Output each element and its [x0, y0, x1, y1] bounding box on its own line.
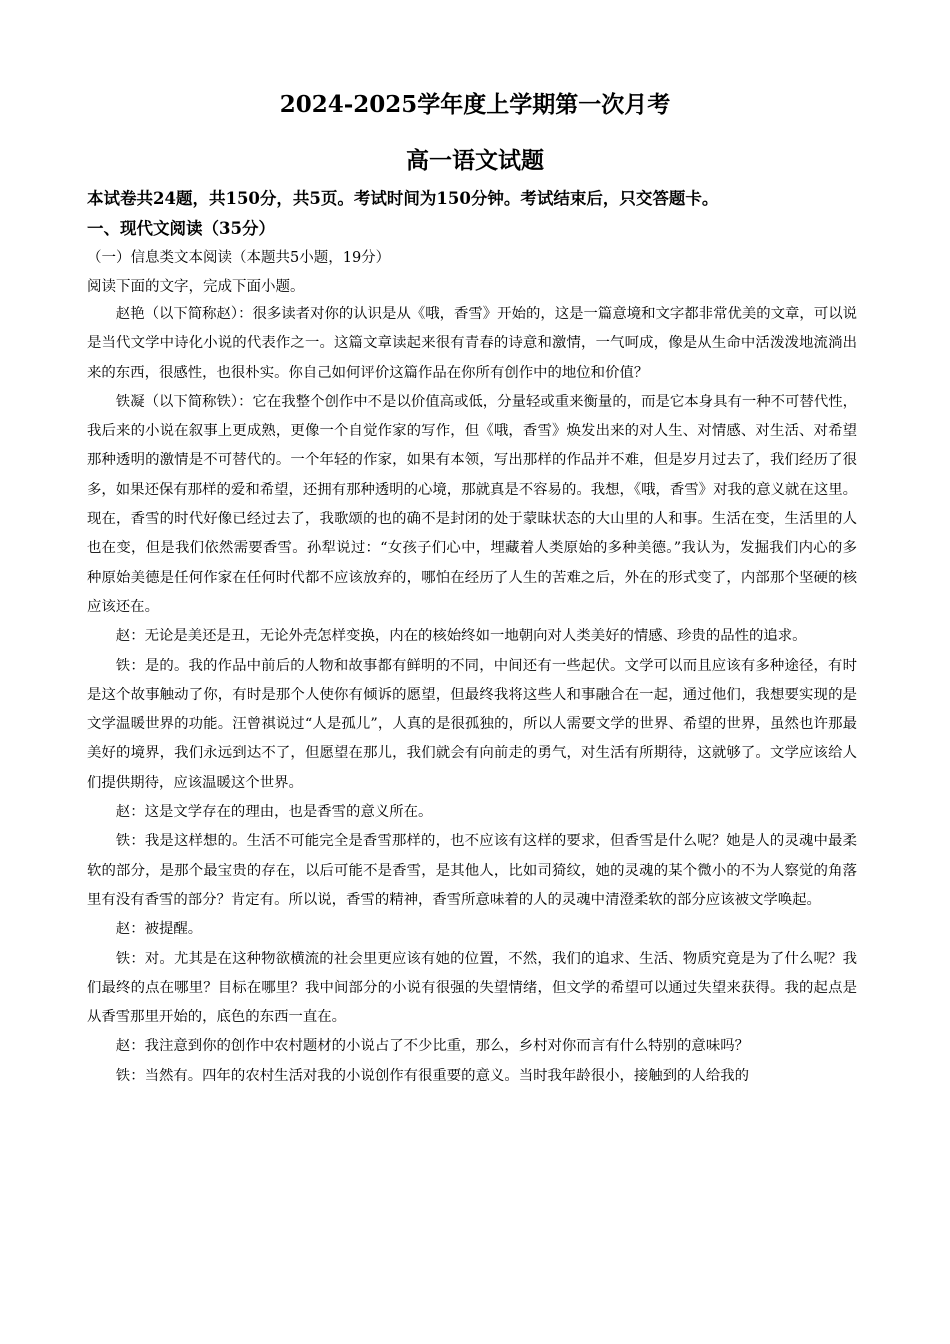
- paragraph: 赵艳（以下简称赵）：很多读者对你的认识是从《哦，香雪》开始的，这是一篇意境和文字都非常优美的文章，可以说是当代文学中诗化小说的代表作之一。这篇文章读起来很有青春的诗意和激情，一气呵成，像是从生命中活泼泼地流淌出来的东西，很感性，也很朴实。你自己如何评价这篇作品在你所有创作中的地位和价值？: [87, 306, 857, 381]
- section-heading: 一、现代文阅读（35分）: [87, 219, 275, 238]
- exam-subtitle: 高一语文试题: [406, 147, 544, 174]
- paragraph: 铁：是的。我的作品中前后的人物和故事都有鲜明的不同，中间还有一些起伏。文学可以而且应该有多种途径，有时是这个故事触动了你，有时是那个人使你有倾诉的愿望，但最终我将这些人和事融合在一起，通过他们，我想要实现的是文学温暖世界的功能。汪曾祺说过“人是孤儿”，人真的是很孤独的，所以人需要文学的世界、希望的世界，虽然也许那最美好的境界，我们永远到达不了，但愿望在那儿，我们就会有向前走的勇气，对生活有所期待，这就够了。文学应该给人们提供期待，应该温暖这个世界。: [87, 657, 857, 791]
- reading-instruction: 阅读下面的文字，完成下面小题。: [87, 279, 305, 295]
- paragraph: 铁：我是这样想的。生活不可能完全是香雪那样的，也不应该有这样的要求，但香雪是什么呢？她是人的灵魂中最柔软的部分，是那个最宝贵的存在，以后可能不是香雪，是其他人，比如司猗纹，她的灵魂的某个微小的不为人察觉的角落里有没有香雪的部分？肯定有。所以说，香雪的精神，香雪所意味着的人的灵魂中清澄柔软的部分应该被文学唤起。: [87, 833, 857, 908]
- exam-title: 2024-2025学年度上学期第一次月考: [279, 91, 671, 118]
- paragraph: 赵：被提醒。: [115, 921, 203, 938]
- paragraph: 铁：当然有。四年的农村生活对我的小说创作有很重要的意义。当时我年龄很小，接触到的人给我的: [115, 1067, 749, 1084]
- paragraph: 赵：无论是美还是丑，无论外壳怎样变换，内在的核始终如一地朝向对人类美好的情感、珍贵的品性的追求。: [115, 628, 807, 645]
- section-subheading: （一）信息类文本阅读（本题共5小题，19分）: [87, 250, 391, 266]
- paragraph: 赵：我注意到你的创作中农村题材的小说占了不少比重，那么，乡村对你而言有什么特别的意味吗？: [115, 1038, 749, 1055]
- paragraph: 赵：这是文学存在的理由，也是香雪的意义所在。: [115, 804, 433, 821]
- paragraph: 铁：对。尤其是在这种物欲横流的社会里更应该有她的位置，不然，我们的追求、生活、物质究竟是为了什么呢？我们最终的点在哪里？目标在哪里？我中间部分的小说有很强的失望情绪，但文学的希望可以通过失望来获得。我的起点是从香雪那里开始的，底色的东西一直在。: [87, 950, 857, 1026]
- exam-instructions: 本试卷共24题，共150分，共5页。考试时间为150分钟。考试结束后，只交答题卡。: [87, 189, 719, 208]
- paragraph: 铁凝（以下简称铁）：它在我整个创作中不是以价值高或低，分量轻或重来衡量的，而是它本身具有一种不可替代性，我后来的小说在叙事上更成熟，更像一个自觉作家的写作，但《哦，香雪》焕发出来的对人生、对情感、对生活、对希望那种透明的激情是不可替代的。一个年轻的作家，如果有本领，写出那样的作品并不难，但是岁月过去了，我们经历了很多，如果还保有那样的爱和希望，还拥有那种透明的心境，那就真是不容易的。我想，《哦，香雪》对我的意义就在这里。现在，香雪的时代好像已经过去了，我歌颂的也的确不是封闭的处于蒙昧状态的大山里的人和事。生活在变，生活里的人也在变，但是我们依然需要香雪。孙犁说过：“女孩子们心中，埋藏着人类原始的多种美德。”我认为，发掘我们内心的多种原始美德是任何作家在任何时代都不应该放弃的，哪怕在经历了人生的苦难之后，外在的形式变了，内部那个坚硬的核应该还在。: [87, 393, 857, 615]
- interview-text: [87, 300, 857, 1091]
